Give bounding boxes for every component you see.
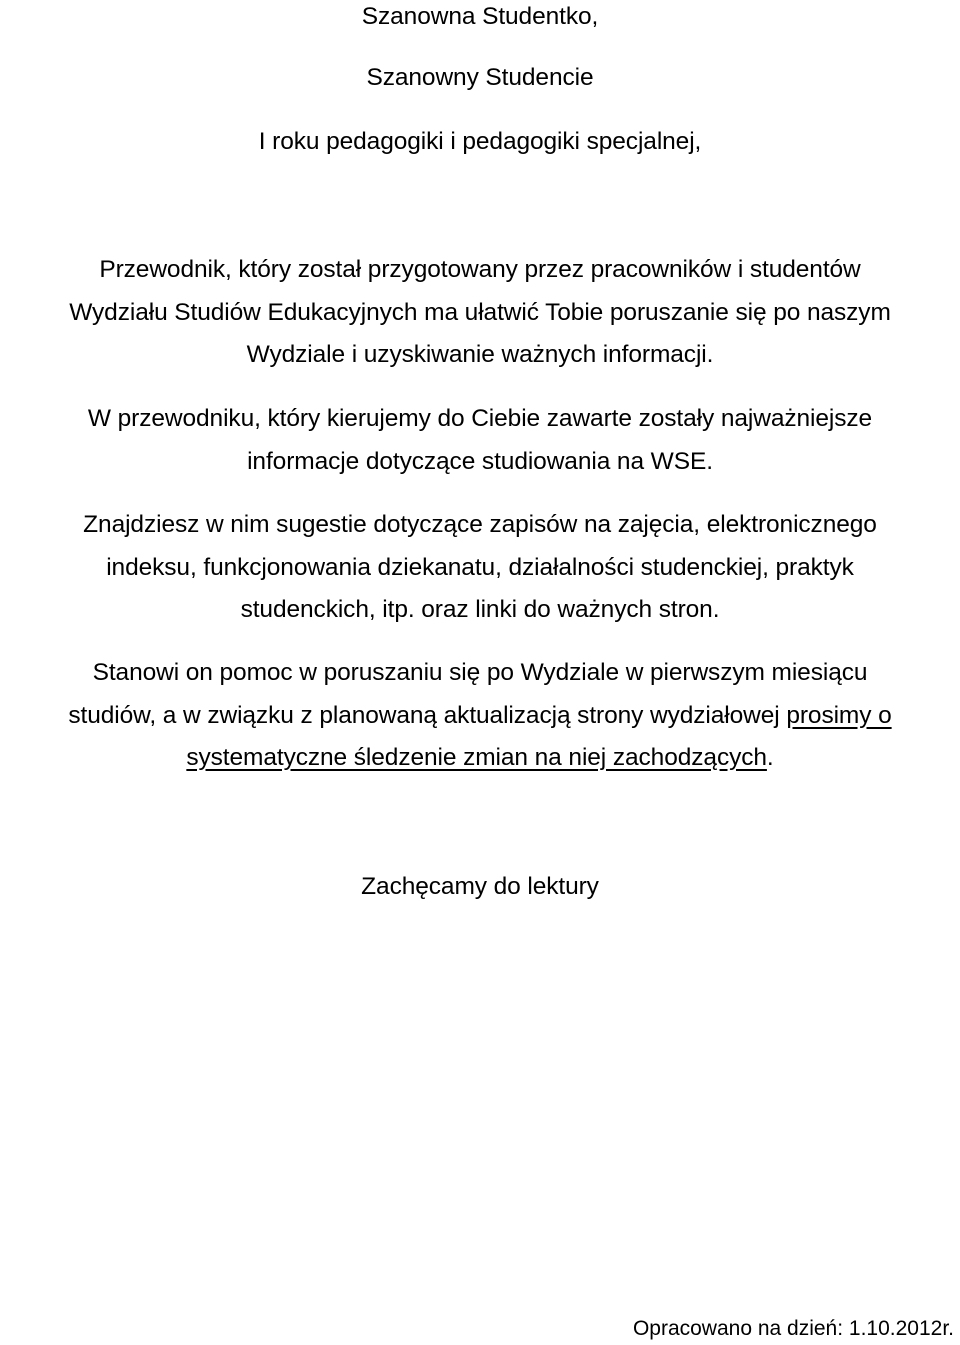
- paragraph-line: W przewodniku, który kierujemy do Ciebie zawarte zostały najważniejsze: [87, 405, 873, 432]
- paragraph-guide-help: [0, 652, 960, 780]
- paragraph-guide-intro: [0, 249, 960, 377]
- paragraph-text: .: [766, 744, 774, 771]
- paragraph-guide-content: [0, 398, 960, 483]
- paragraph-line: Przewodnik, który został przygotowany przez pracowników i studentów: [99, 256, 861, 283]
- paragraph-line: indeksu, funkcjonowania dziekanatu, działalności studenckiej, praktyk: [106, 553, 854, 581]
- greeting-line-2: Szanowny Studencie: [366, 64, 594, 91]
- closing-line: Zachęcamy do lektury: [361, 873, 599, 900]
- paragraph-line: Znajdziesz w nim sugestie dotyczące zapisów na zajęcia, elektronicznego: [83, 511, 877, 538]
- paragraph-line: Wydziale i uzyskiwanie ważnych informacji.: [246, 341, 714, 368]
- greeting-line-3: I roku pedagogiki i pedagogiki specjalnej,: [258, 128, 702, 155]
- paragraph-guide-topics: [0, 504, 960, 632]
- underlined-request: systematyczne śledzenie zmian na niej zachodzących: [186, 744, 767, 771]
- paragraph-line: Wydziału Studiów Edukacyjnych ma ułatwić Tobie poruszanie się po naszym: [69, 298, 891, 326]
- paragraph-line: informacje dotyczące studiowania na WSE.: [247, 447, 713, 475]
- paragraph-line: studenckich, itp. oraz linki do ważnych stron.: [240, 596, 720, 623]
- prepared-date: Opracowano na dzień: 1.10.2012r.: [632, 1317, 954, 1340]
- paragraph-text: studiów, a w związku z planowaną aktualizacją strony wydziałowej: [68, 701, 787, 729]
- paragraph-line: [0, 695, 960, 738]
- underlined-request: prosimy o: [786, 701, 892, 729]
- paragraph-line: [0, 737, 960, 780]
- paragraph-line: Stanowi on pomoc w poruszaniu się po Wydziale w pierwszym miesiącu: [92, 659, 868, 686]
- greeting-line-1: Szanowna Studentko,: [361, 3, 599, 30]
